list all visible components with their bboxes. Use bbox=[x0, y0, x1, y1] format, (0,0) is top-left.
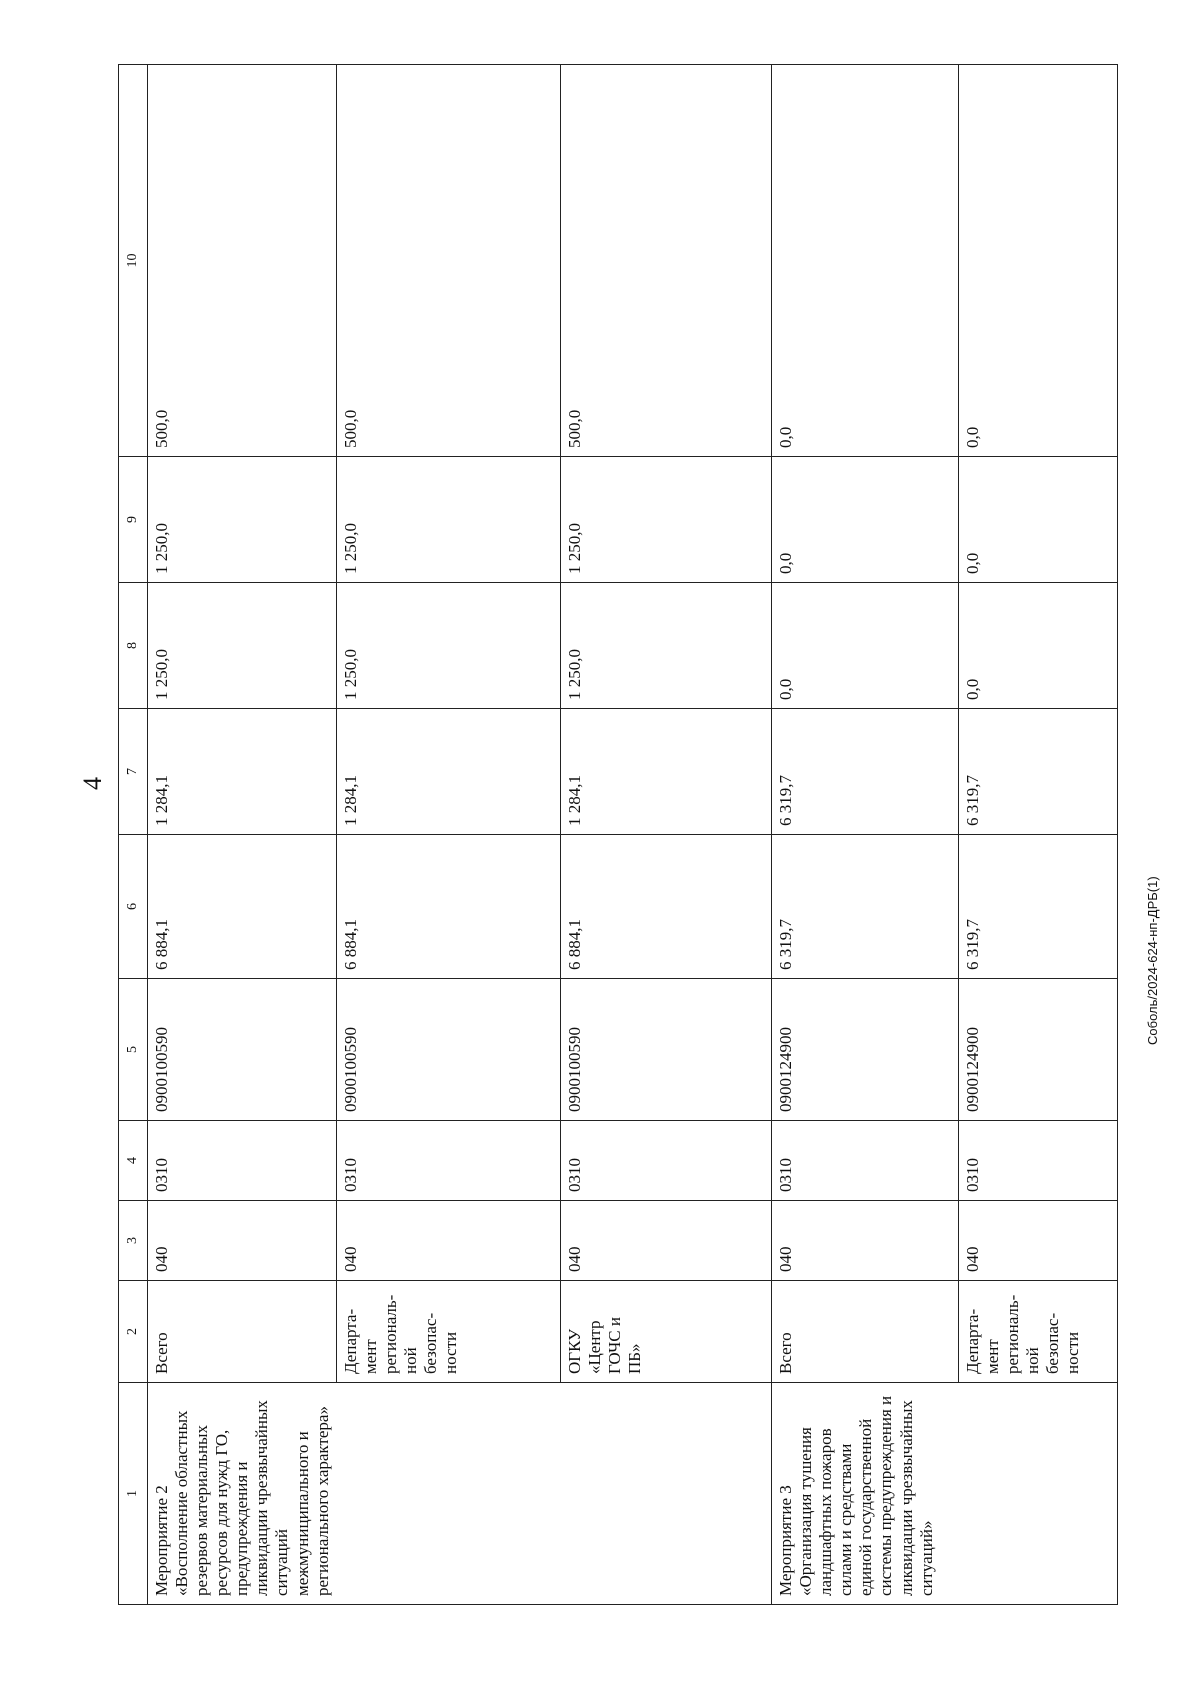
cell-c5: 0900124900 bbox=[772, 979, 958, 1121]
cell-c9: 1 250,0 bbox=[336, 457, 560, 583]
cell-c3: 040 bbox=[148, 1201, 337, 1281]
table-row bbox=[772, 65, 958, 1605]
cell-c9: 1 250,0 bbox=[148, 457, 337, 583]
cell-c8: 1 250,0 bbox=[148, 583, 337, 709]
cell-c9: 1 250,0 bbox=[561, 457, 772, 583]
cell-c6: 6 884,1 bbox=[336, 835, 560, 979]
document-code: Соболь/2024-624-нп-ДРБ(1) bbox=[1145, 876, 1160, 1045]
cell-c4: 0310 bbox=[148, 1121, 337, 1201]
table-row bbox=[561, 65, 772, 1605]
col-number: 4 bbox=[119, 1121, 148, 1201]
executor-cell: Всего bbox=[772, 1281, 958, 1383]
budget-table bbox=[118, 64, 1118, 1605]
table-row bbox=[336, 65, 560, 1605]
cell-c3: 040 bbox=[772, 1201, 958, 1281]
cell-c4: 0310 bbox=[561, 1121, 772, 1201]
col-number: 8 bbox=[119, 583, 148, 709]
cell-c9: 0,0 bbox=[958, 457, 1117, 583]
table-row bbox=[148, 65, 337, 1605]
cell-c6: 6 884,1 bbox=[561, 835, 772, 979]
cell-c8: 0,0 bbox=[958, 583, 1117, 709]
cell-c7: 1 284,1 bbox=[561, 709, 772, 835]
cell-c3: 040 bbox=[561, 1201, 772, 1281]
executor-cell: Департа-мент региональ-ной безопас-ности bbox=[958, 1281, 1117, 1383]
cell-c6: 6 319,7 bbox=[958, 835, 1117, 979]
cell-c8: 1 250,0 bbox=[561, 583, 772, 709]
cell-c10: 500,0 bbox=[148, 65, 337, 457]
table-row bbox=[958, 65, 1117, 1605]
cell-c7: 6 319,7 bbox=[772, 709, 958, 835]
col-number: 10 bbox=[119, 65, 148, 457]
rotated-table-wrapper bbox=[118, 65, 1118, 1605]
col-number: 9 bbox=[119, 457, 148, 583]
cell-c7: 6 319,7 bbox=[958, 709, 1117, 835]
cell-c6: 6 884,1 bbox=[148, 835, 337, 979]
cell-c5: 0900100590 bbox=[148, 979, 337, 1121]
col-number: 7 bbox=[119, 709, 148, 835]
col-number: 5 bbox=[119, 979, 148, 1121]
cell-c5: 0900100590 bbox=[561, 979, 772, 1121]
cell-c4: 0310 bbox=[336, 1121, 560, 1201]
cell-c10: 500,0 bbox=[561, 65, 772, 457]
executor-cell: Департа-мент региональ-ной безопас-ности bbox=[336, 1281, 560, 1383]
cell-c10: 0,0 bbox=[772, 65, 958, 457]
cell-c5: 0900124900 bbox=[958, 979, 1117, 1121]
cell-c10: 500,0 bbox=[336, 65, 560, 457]
measure-name: Мероприятие 3 «Организация тушения ландшафтных пожаров силами и средствами единой государственной системы предупреждения и ликвидации чрезвычайных ситуаций» bbox=[772, 1383, 1118, 1605]
cell-c3: 040 bbox=[336, 1201, 560, 1281]
cell-c8: 1 250,0 bbox=[336, 583, 560, 709]
page-number: 4 bbox=[78, 777, 107, 790]
col-number: 1 bbox=[119, 1383, 148, 1605]
cell-c7: 1 284,1 bbox=[148, 709, 337, 835]
cell-c6: 6 319,7 bbox=[772, 835, 958, 979]
cell-c10: 0,0 bbox=[958, 65, 1117, 457]
cell-c4: 0310 bbox=[772, 1121, 958, 1201]
cell-c5: 0900100590 bbox=[336, 979, 560, 1121]
col-number: 3 bbox=[119, 1201, 148, 1281]
col-number: 6 bbox=[119, 835, 148, 979]
cell-c8: 0,0 bbox=[772, 583, 958, 709]
column-number-row bbox=[119, 65, 148, 1605]
cell-c4: 0310 bbox=[958, 1121, 1117, 1201]
cell-c7: 1 284,1 bbox=[336, 709, 560, 835]
measure-name: Мероприятие 2 «Восполнение областных резервов материальных ресурсов для нужд ГО, предупреждения и ликвидации чрезвычайных ситуаций межмуниципального и регионального характера» bbox=[148, 1383, 772, 1605]
cell-c9: 0,0 bbox=[772, 457, 958, 583]
cell-c3: 040 bbox=[958, 1201, 1117, 1281]
executor-cell: Всего bbox=[148, 1281, 337, 1383]
executor-cell: ОГКУ «Центр ГОЧС и ПБ» bbox=[561, 1281, 772, 1383]
col-number: 2 bbox=[119, 1281, 148, 1383]
